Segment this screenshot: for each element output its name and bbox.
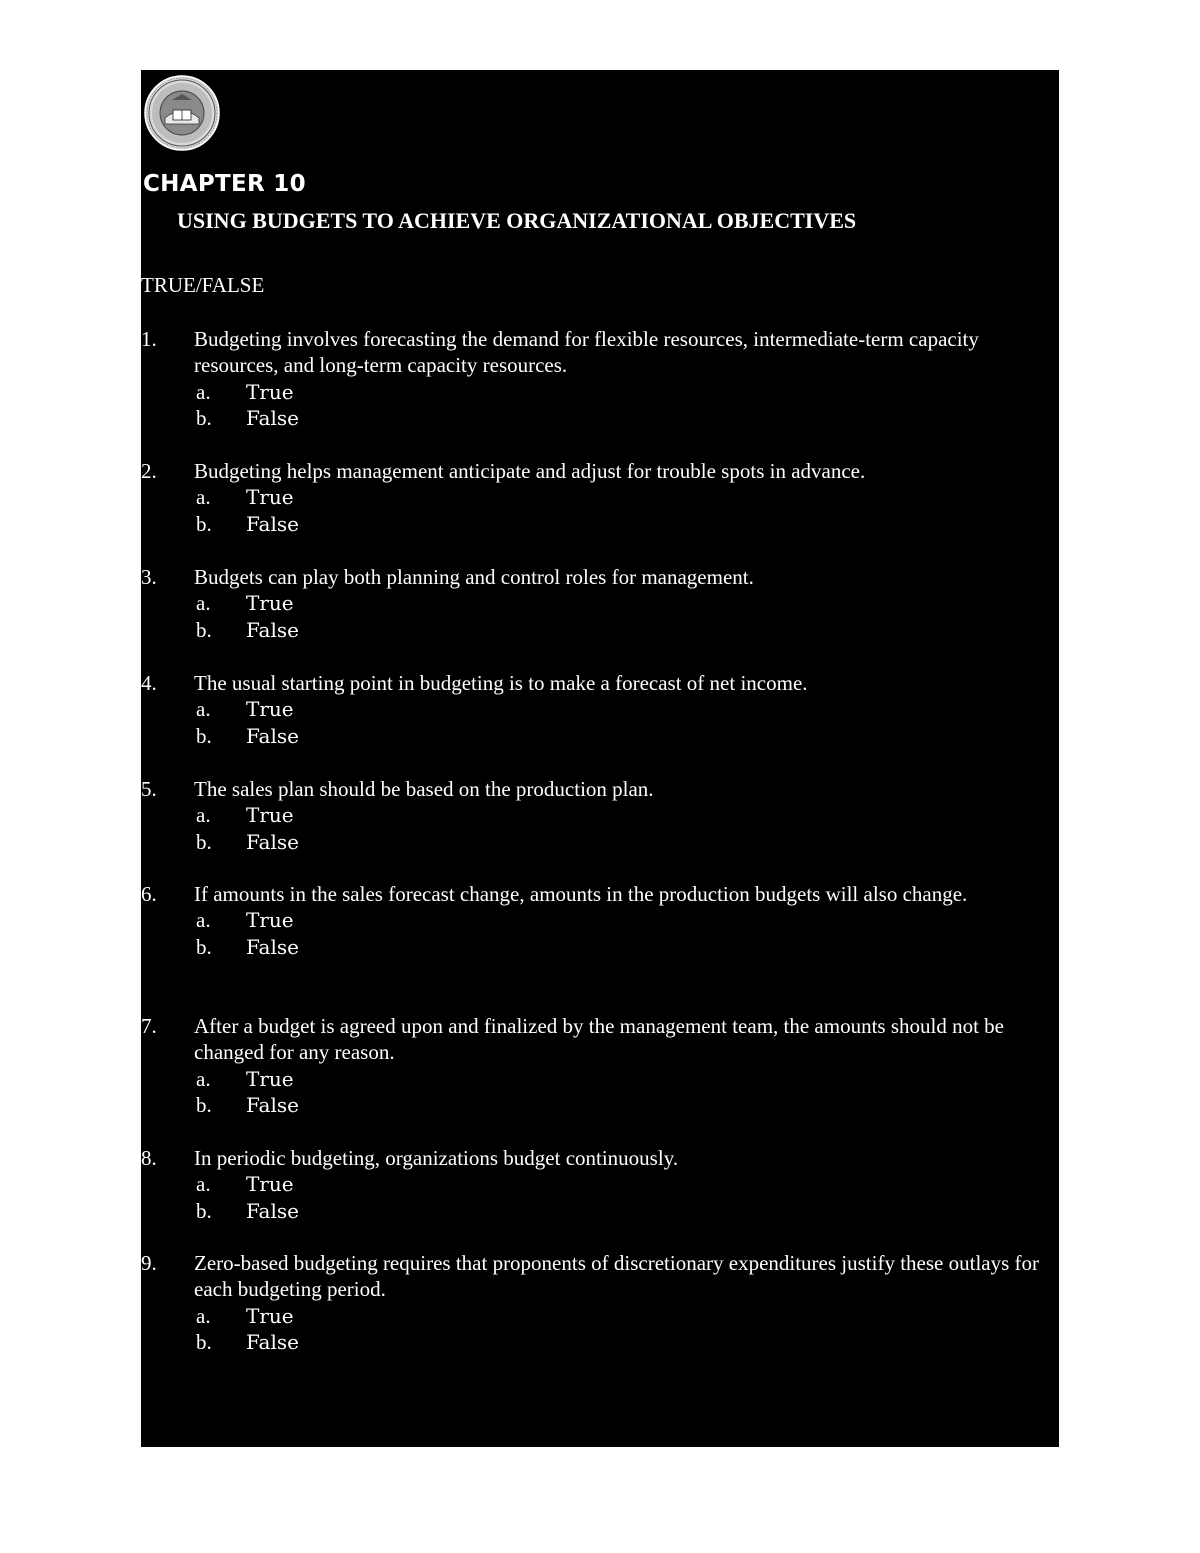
option-label: True [246,1066,294,1091]
document-page [141,70,1059,1447]
question-number: 7. [141,1014,157,1038]
option-label: True [246,803,294,828]
question-item [141,564,1059,643]
option-letter: b. [196,829,212,854]
question-item [141,1013,1059,1119]
question-text: After a budget is agreed upon and finalized by the management team, the amounts should not be changed for any reason. [194,1014,1005,1065]
question-text: The sales plan should be based on the production plan. [194,777,654,801]
chapter-heading: CHAPTER 10 [143,171,306,197]
option-label: False [246,723,299,748]
question-item [141,776,1059,855]
answer-option[interactable] [141,934,1059,960]
answer-option[interactable] [141,617,1059,643]
question-item [141,670,1059,749]
question-number: 3. [141,565,157,589]
answer-option[interactable] [141,829,1059,855]
answer-option[interactable] [141,1329,1059,1355]
question-number: 2. [141,459,157,483]
answer-option[interactable] [141,1066,1059,1092]
option-label: True [246,1172,294,1197]
option-letter: a. [196,379,211,404]
option-letter: b. [196,617,212,642]
question-text: In periodic budgeting, organizations budget continuously. [194,1146,679,1170]
question-number: 5. [141,777,157,801]
chapter-title: USING BUDGETS TO ACHIEVE ORGANIZATIONAL OBJECTIVES [177,208,857,233]
option-letter: b. [196,723,212,748]
section-heading: TRUE/FALSE [141,273,265,297]
question-text: The usual starting point in budgeting is to make a forecast of net income. [194,671,808,695]
university-seal-logo [143,74,221,152]
question-text: If amounts in the sales forecast change, amounts in the production budgets will also change. [194,882,968,906]
question-item [141,881,1059,960]
option-letter: a. [196,1172,211,1197]
option-label: False [246,1198,299,1223]
option-letter: b. [196,1093,212,1118]
option-label: True [246,591,294,616]
option-letter: b. [196,511,212,536]
question-number: 4. [141,671,157,695]
option-letter: a. [196,1303,211,1328]
option-letter: a. [196,591,211,616]
option-letter: a. [196,908,211,933]
question-item [141,1250,1059,1356]
question-text: Budgeting involves forecasting the demand for flexible resources, intermediate-term capacity resources, and long-term capacity resources. [194,327,979,378]
question-text: Zero-based budgeting requires that proponents of discretionary expenditures justify these outlays for each budgeting period. [194,1251,1040,1302]
option-letter: b. [196,406,212,431]
answer-option[interactable] [141,405,1059,431]
option-label: False [246,934,299,959]
option-label: False [246,1330,299,1355]
option-letter: b. [196,934,212,959]
option-letter: b. [196,1198,212,1223]
answer-option[interactable] [141,802,1059,828]
question-number: 9. [141,1251,157,1275]
option-letter: a. [196,1066,211,1091]
answer-option[interactable] [141,1198,1059,1224]
option-label: False [246,511,299,536]
answer-option[interactable] [141,484,1059,510]
question-number: 1. [141,327,157,351]
answer-option[interactable] [141,1303,1059,1329]
option-label: True [246,1303,294,1328]
option-label: True [246,379,294,404]
answer-option[interactable] [141,696,1059,722]
question-item [141,1145,1059,1224]
option-letter: a. [196,803,211,828]
question-text: Budgets can play both planning and control roles for management. [194,565,754,589]
question-text: Budgeting helps management anticipate and adjust for trouble spots in advance. [194,459,866,483]
option-label: True [246,908,294,933]
answer-option[interactable] [141,1092,1059,1118]
answer-option[interactable] [141,511,1059,537]
option-letter: a. [196,485,211,510]
option-label: False [246,1093,299,1118]
option-label: True [246,485,294,510]
question-item [141,326,1059,432]
answer-option[interactable] [141,379,1059,405]
option-label: False [246,829,299,854]
question-number: 8. [141,1146,157,1170]
option-label: True [246,697,294,722]
option-letter: a. [196,697,211,722]
question-item [141,458,1059,537]
answer-option[interactable] [141,907,1059,933]
option-label: False [246,406,299,431]
answer-option[interactable] [141,723,1059,749]
answer-option[interactable] [141,1171,1059,1197]
option-label: False [246,617,299,642]
option-letter: b. [196,1330,212,1355]
answer-option[interactable] [141,590,1059,616]
question-number: 6. [141,882,157,906]
